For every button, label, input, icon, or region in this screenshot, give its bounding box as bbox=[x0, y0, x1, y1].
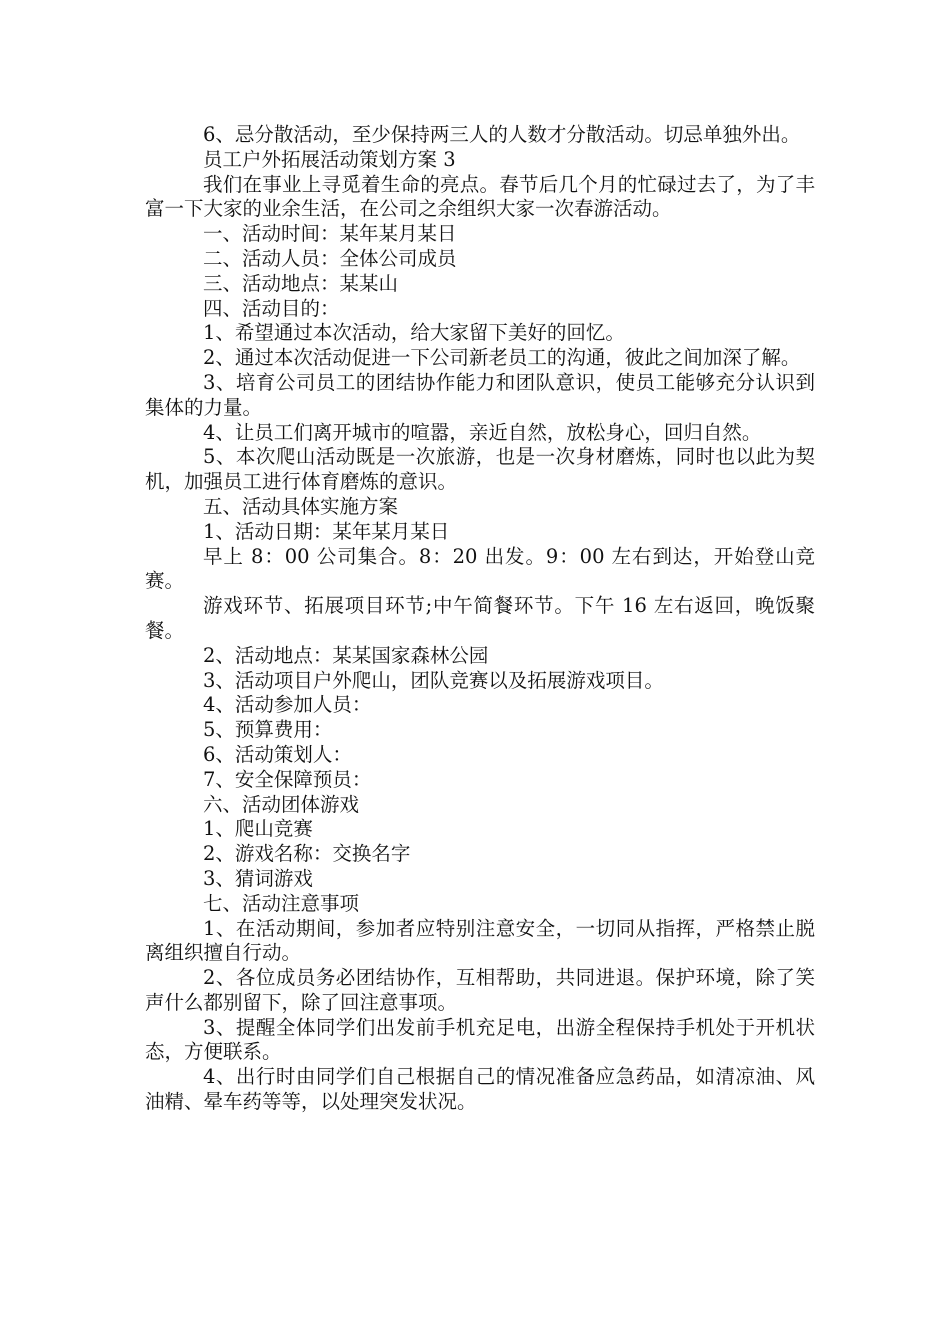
paragraph-purpose-4: 4、让员工们离开城市的喧嚣，亲近自然，放松身心，回归自然。 bbox=[203, 420, 762, 444]
paragraph-purpose-2: 2、通过本次活动促进一下公司新老员工的沟通，彼此之间加深了解。 bbox=[203, 346, 801, 370]
paragraph-plan-planner: 6、活动策划人： bbox=[203, 742, 352, 766]
paragraph-plan-safety: 7、安全保障预员： bbox=[203, 767, 372, 791]
paragraph-plan-location: 2、活动地点：某某国家森林公园 bbox=[203, 643, 489, 667]
paragraph-note-1: 1、在活动期间，参加者应特别注意安全，一切同从指挥，严格禁止脱离组织擅自行动。 bbox=[145, 916, 815, 965]
paragraph-plan-items: 3、活动项目户外爬山，团队竞赛以及拓展游戏项目。 bbox=[203, 668, 664, 692]
paragraph-plan-budget: 5、预算费用： bbox=[203, 718, 333, 742]
paragraph-purpose-heading: 四、活动目的： bbox=[203, 296, 340, 320]
paragraph-intro: 我们在事业上寻觅着生命的亮点。春节后几个月的忙碌过去了，为了丰富一下大家的业余生活，在公司之余组织大家一次春游活动。 bbox=[145, 172, 815, 221]
paragraph-note-3: 3、提醒全体同学们出发前手机充足电，出游全程保持手机处于开机状态，方便联系。 bbox=[145, 1015, 815, 1064]
paragraph-purpose-5: 5、本次爬山活动既是一次旅游，也是一次身材磨炼，同时也以此为契机，加强员工进行体育磨炼的意识。 bbox=[145, 445, 815, 494]
paragraph-note-4: 4、出行时由同学们自己根据自己的情况准备应急药品，如清凉油、风油精、晕车药等等，以处理突发状况。 bbox=[145, 1065, 815, 1114]
section-title: 员工户外拓展活动策划方案 3 bbox=[203, 147, 456, 171]
paragraph-note-2: 2、各位成员务必团结协作，互相帮助，共同进退。保护环境，除了笑声什么都别留下，除了回注意事项。 bbox=[145, 966, 815, 1014]
paragraph-location: 三、活动地点：某某山 bbox=[203, 271, 399, 295]
paragraph-notes-heading: 七、活动注意事项 bbox=[203, 891, 360, 915]
paragraph-purpose-1: 1、希望通过本次活动，给大家留下美好的回忆。 bbox=[203, 321, 625, 345]
paragraph-afternoon-schedule: 游戏环节、拓展项目环节;中午简餐环节。下午 16 左右返回，晚饭聚餐。 bbox=[145, 594, 815, 642]
paragraph-time: 一、活动时间：某年某月某日 bbox=[203, 222, 457, 246]
paragraph-plan-participants: 4、活动参加人员： bbox=[203, 693, 372, 717]
paragraph-plan-date: 1、活动日期：某年某月某日 bbox=[203, 519, 450, 543]
paragraph-game-3: 3、猜词游戏 bbox=[203, 866, 313, 890]
paragraph-morning-schedule: 早上 8：00 公司集合。8：20 出发。9：00 左右到达，开始登山竞赛。 bbox=[145, 544, 815, 593]
paragraph-game-2: 2、游戏名称：交换名字 bbox=[203, 842, 411, 866]
paragraph-purpose-3: 3、培育公司员工的团结协作能力和团队意识，使员工能够充分认识到集体的力量。 bbox=[145, 370, 815, 419]
paragraph-rule-6: 6、忌分散活动，至少保持两三人的人数才分散活动。切忌单独外出。 bbox=[203, 123, 801, 146]
paragraph-games-heading: 六、活动团体游戏 bbox=[203, 792, 360, 816]
paragraph-people: 二、活动人员：全体公司成员 bbox=[203, 246, 457, 270]
document-page bbox=[145, 123, 815, 1115]
paragraph-game-1: 1、爬山竞赛 bbox=[203, 817, 313, 841]
paragraph-plan-heading: 五、活动具体实施方案 bbox=[203, 494, 399, 518]
